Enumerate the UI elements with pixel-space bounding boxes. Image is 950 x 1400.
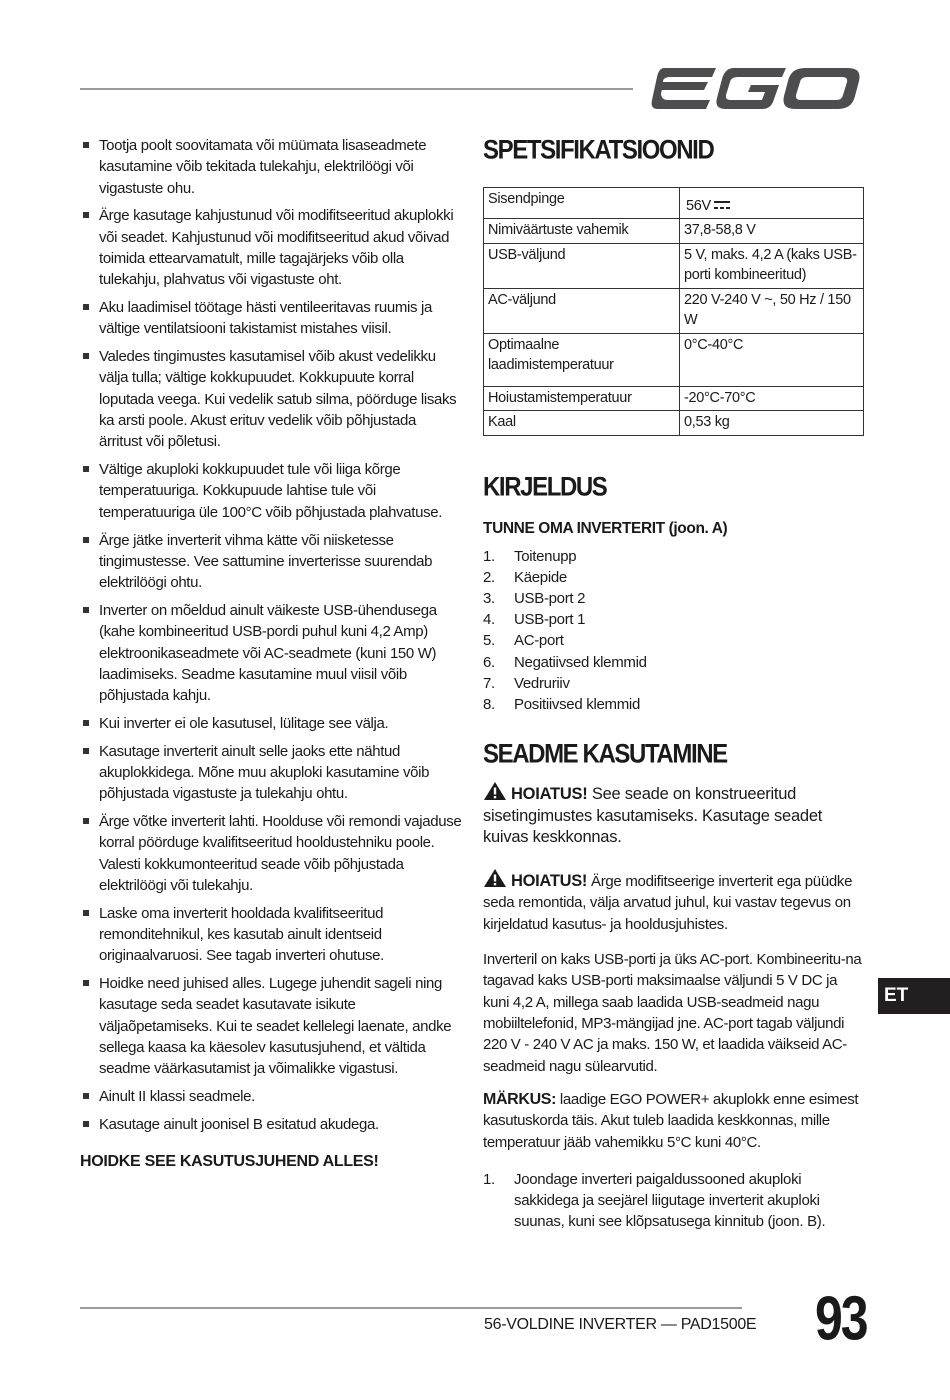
main-column <box>483 135 865 1232</box>
step-text: Joondage inverteri paigaldussooned akuploki sakkidega ja seejärel liigutage inverterit akuploki suunas, kuni see klõpsatusega kinnitub (joon. B). <box>514 1170 826 1231</box>
list-item <box>483 652 865 673</box>
item-number: 1. <box>483 547 495 565</box>
ego-logo <box>650 62 862 114</box>
spec-label: USB-väljund <box>484 243 680 288</box>
list-item <box>483 673 865 694</box>
item-label: USB-port 1 <box>514 611 586 629</box>
list-item <box>483 630 865 651</box>
language-tab: ET <box>878 978 950 1014</box>
item-label: Käepide <box>514 568 567 586</box>
item-number: 7. <box>483 674 495 692</box>
safety-item: Kui inverter ei ole kasutusel, lülitage see välja. <box>80 713 462 734</box>
note-paragraph <box>483 1089 865 1153</box>
keep-manual-notice: HOIDKE SEE KASUTUSJUHEND ALLES! <box>80 1153 379 1171</box>
safety-item: Tootja poolt soovitamata või müümata lisaseadmete kasutamine võib tekitada tulekahju, elektrilöögi või vigastuste ohu. <box>80 135 462 199</box>
safety-item: Laske oma inverterit hooldada kvalifitseeritud remonditehnikul, kes kasutab ainult identseid originaalvaruosi. See tagab inverteri ohutuse. <box>80 903 462 967</box>
spec-value: 0°C-40°C <box>680 333 864 386</box>
item-label: Negatiivsed klemmid <box>514 653 647 671</box>
safety-item: Hoidke need juhised alles. Lugege juhendit sageli ning kasutage seda seadet kasutavate isikute väljaõpetamiseks. Kui te seadet kellelegi laenate, andke sellega kaasa ka käesolev kasutusjuhend, et vältida seadme väärkasutamist ja võimalikke vigastusi. <box>80 973 462 1079</box>
safety-item: Ärge jätke inverterit vihma kätte või niisketesse tingimustesse. Vee sattumine inverterisse suurendab elektrilöögi ohtu. <box>80 530 462 594</box>
safety-item: Inverter on mõeldud ainult väikeste USB-ühendusega (kahe kombineeritud USB-pordi puhul kuni 4,2 Amp) elektroonikaseadmete või AC-seadmete (kuni 150 W) laadimiseks. Seadme kasutamine muul viisil võib põhjustada kahju. <box>80 600 462 706</box>
warning-text: Ärge modifitseerige inverterit ega püüdke seda remontida, välja arvatud juhul, kui vastav tegevus on kirjeldatud kasutus- ja hooldusjuhistes. <box>483 872 853 933</box>
table-row <box>484 188 864 219</box>
safety-item: Kasutage inverterit ainult selle jaoks ette nähtud akuplokkidega. Mõne muu akuploki kasutamine võib põhjustada vigastuste ja tulekahju ohtu. <box>80 741 462 805</box>
safety-item: Ärge kasutage kahjustunud või modifitseeritud akuplokki või seadet. Kahjustunud või modifitseeritud akud võivad toimida ettearvamatult, mille tagajärjeks võib olla tulekahju, plahvatus või vigastuste oht. <box>80 205 462 290</box>
header-rule <box>80 88 633 90</box>
footer-rule <box>80 1307 742 1309</box>
spec-label: Hoiustamistemperatuur <box>484 386 680 411</box>
item-number: 5. <box>483 632 495 650</box>
spec-value: 37,8-58,8 V <box>680 219 864 244</box>
item-number: 6. <box>483 653 495 671</box>
list-item <box>483 1169 865 1233</box>
item-number: 2. <box>483 568 495 586</box>
list-item <box>483 546 865 567</box>
spec-label: Optimaalne laadimistemperatuur <box>484 333 680 386</box>
list-item <box>483 694 865 715</box>
note-text: laadige EGO POWER+ akuplokk enne esimest kasutuskorda täis. Akut tuleb laadida keskkonnas, mille temperatuur jääb vahemikku 5°C kuni 40°C. <box>483 1090 859 1151</box>
safety-item: Ainult II klassi seadmele. <box>80 1086 462 1107</box>
spec-value: 5 V, maks. 4,2 A (kaks USB-porti kombineeritud) <box>680 243 864 288</box>
safety-list <box>80 135 462 1135</box>
warning-triangle-icon <box>483 868 507 888</box>
item-number: 8. <box>483 695 495 713</box>
spec-value-text: 56V <box>686 197 711 214</box>
warning-triangle-icon <box>483 781 507 801</box>
list-item <box>483 567 865 588</box>
item-number: 3. <box>483 589 495 607</box>
table-row <box>484 288 864 333</box>
note-label: MÄRKUS: <box>483 1090 557 1108</box>
item-number: 4. <box>483 611 495 629</box>
usage-paragraph: Inverteril on kaks USB-porti ja üks AC-port. Kombineeritu-na tagavad kaks USB-porti maksimaalse väljundi 5 V DC ja kuni 4,2 A, millega saab laadida USB-seadmeid nagu mobiiltelefonid, MP3-mängijad jne. AC-port tagab väljundi 220 V - 240 V AC ja maks. 150 W, et laadida väikseid AC-seadmeid nagu sülearvutid. <box>483 951 862 1075</box>
spec-label: Nimiväärtuste vahemik <box>484 219 680 244</box>
table-row <box>484 333 864 386</box>
step-number: 1. <box>483 1170 495 1188</box>
table-row <box>484 411 864 436</box>
footer-title: 56-VOLDINE INVERTER — PAD1500E <box>484 1316 757 1333</box>
description-heading: KIRJELDUS <box>483 471 607 502</box>
warning-text: See seade on konstrueeritud sisetingimustes kasutamiseks. Kasutage seadet kuivas keskkonnas. <box>483 785 823 847</box>
safety-item: Vältige akuploki kokkupuudet tule või liiga kõrge temperatuuriga. Kokkupuude lahtise tule või temperatuuriga üle 100°C võib põhjustada plahvatuse. <box>80 459 462 523</box>
description-subheading: TUNNE OMA INVERTERIT (joon. A) <box>483 519 728 537</box>
spec-label: Kaal <box>484 411 680 436</box>
item-label: AC-port <box>514 632 564 650</box>
item-label: USB-port 2 <box>514 589 586 607</box>
item-label: Vedruriiv <box>514 674 570 692</box>
item-label: Positiivsed klemmid <box>514 695 641 713</box>
spec-value <box>680 188 864 219</box>
table-row <box>484 386 864 411</box>
dc-symbol-icon <box>714 201 730 210</box>
spec-label: AC-väljund <box>484 288 680 333</box>
spec-label: Sisendpinge <box>484 188 680 219</box>
list-item <box>483 609 865 630</box>
spec-value: -20°C-70°C <box>680 386 864 411</box>
spec-value: 0,53 kg <box>680 411 864 436</box>
warning-label: HOIATUS! <box>511 785 588 804</box>
safety-item: Kasutage ainult joonisel B esitatud akudega. <box>80 1114 462 1135</box>
safety-item: Valedes tingimustes kasutamisel võib akust vedelikku välja tulla; vältige kokkupuudet. Kokkupuute korral loputada veega. Kui vedelik satub silma, pöörduge lisaks ka arsti poole. Akust erituv vedelik võib põhjustada ärritust või põletusi. <box>80 346 462 452</box>
parts-list <box>483 546 865 716</box>
specs-heading: SPETSIFIKATSIOONID <box>483 135 714 166</box>
safety-column <box>80 135 462 1171</box>
table-row <box>484 243 864 288</box>
page-number: 93 <box>815 1283 867 1354</box>
safety-item: Ärge võtke inverterit lahti. Hoolduse või remondi vajaduse korral pöörduge kvalifitseeritud hooldustehniku poole. Valesti kokkumonteeritud seade võib põhjustada elektrilöögi või tulekahju. <box>80 811 462 896</box>
steps-list <box>483 1169 865 1233</box>
warning-label: HOIATUS! <box>511 871 588 890</box>
warning-block <box>483 781 865 849</box>
warning-block <box>483 868 865 936</box>
specs-table <box>483 187 864 436</box>
safety-item: Aku laadimisel töötage hästi ventileeritavas ruumis ja vältige ventilatsiooni takistamist mistahes viisil. <box>80 297 462 340</box>
spec-value: 220 V-240 V ~, 50 Hz / 150 W <box>680 288 864 333</box>
table-row <box>484 219 864 244</box>
usage-heading: SEADME KASUTAMINE <box>483 739 727 770</box>
item-label: Toitenupp <box>514 547 577 565</box>
list-item <box>483 588 865 609</box>
